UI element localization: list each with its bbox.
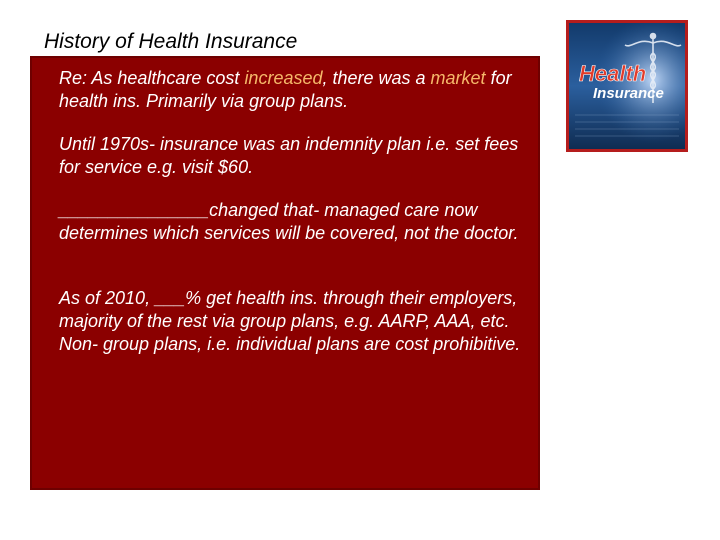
paragraph-market — [59, 67, 539, 113]
paragraph-market-prefix: Re: As healthcare cost — [59, 68, 245, 88]
highlight-market: market — [430, 68, 486, 88]
slide-title: History of Health Insurance — [44, 30, 298, 53]
paragraph-market-suffix: for health ins. Primarily via group plans. — [59, 68, 512, 111]
content-box — [30, 56, 540, 490]
paragraph-indemnity: Until 1970s- insurance was an indemnity plan i.e. set fees for service e.g. visit $60. — [59, 134, 519, 177]
logo-text-health: Health — [579, 61, 647, 86]
health-insurance-logo — [566, 20, 688, 152]
paragraph-managed-care: _______________changed that- managed care now determines which services will be covered, not the doctor. — [59, 200, 519, 243]
highlight-increased: increased — [244, 68, 323, 88]
paragraph-market-mid: , there was a — [322, 68, 431, 88]
logo-text-insurance: Insurance — [593, 85, 664, 102]
caduceus-logo-icon — [569, 23, 685, 149]
paragraph-employers: As of 2010, ___% get health ins. through their employers, majority of the rest via group plans, e.g. AARP, AAA, etc. Non- group plans, i.e. individual plans are cost prohibitive. — [59, 288, 521, 354]
